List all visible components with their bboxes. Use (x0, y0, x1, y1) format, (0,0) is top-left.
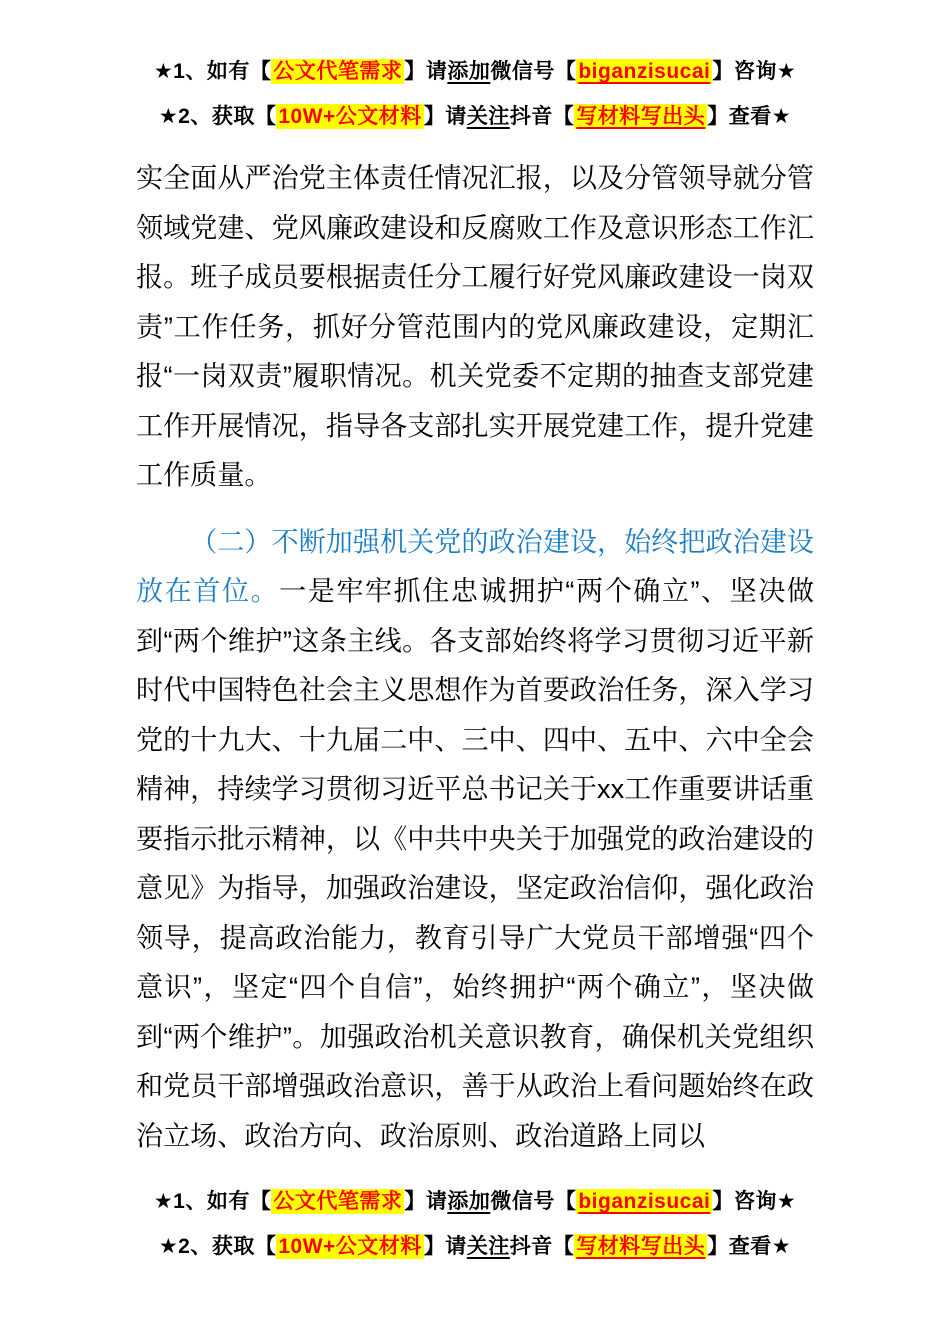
material-highlight: 10W+公文材料 (278, 1235, 422, 1258)
promo-text: 微信号【 (490, 1190, 577, 1213)
promo-text: 】查看★ (707, 105, 792, 128)
service-highlight: 公文代笔需求 (273, 1190, 403, 1213)
promo-text: 】请 (423, 105, 467, 128)
promo-text: ★2、获取【 (158, 1235, 277, 1258)
promo-header (0, 0, 950, 139)
promo-text: ★2、获取【 (158, 105, 277, 128)
promo-line-1 (0, 49, 950, 94)
service-highlight: 公文代笔需求 (273, 60, 403, 83)
promo-text: 】查看★ (707, 1235, 792, 1258)
promo-underlined-text: 添加 (447, 60, 491, 83)
promo-line-1 (0, 1179, 950, 1224)
section-2-body: 一是牢牢抓住忠诚拥护“两个确立”、坚决做到“两个维护”这条主线。各支部始终将学习贯彻习近平新时代中国特色社会主义思想作为首要政治任务，深入学习党的十九大、十九届二中、三中、四中、五中、六中全会精神，持续学习贯彻习近平总书记关于xx工作重要讲话重要指示批示精神，以《中共中央关于加强党的政治建设的意见》为指导，加强政治建设，坚定政治信仰，强化政治领导，提高政治能力，教育引导广大党员干部增强“四个意识”，坚定“四个自信”，始终拥护“两个确立”，坚决做到“两个维护”。加强政治机关意识教育，确保机关党组织和党员干部增强政治意识，善于从政治上看问题始终在政治立场、政治方向、政治原则、政治道路上同以 (136, 575, 815, 1151)
document-body (136, 153, 814, 1160)
promo-text: 】请 (404, 1190, 448, 1213)
promo-text: 】咨询★ (712, 60, 797, 83)
promo-underlined-text: 关注 (466, 105, 510, 128)
promo-text: 微信号【 (490, 60, 577, 83)
promo-text: 】请 (423, 1235, 467, 1258)
promo-text: ★1、如有【 (153, 1190, 272, 1213)
wechat-id-highlight: biganzisucai (578, 60, 711, 83)
promo-line-2 (0, 1224, 950, 1269)
promo-text: 】咨询★ (712, 1190, 797, 1213)
promo-text: ★1、如有【 (153, 60, 272, 83)
promo-text: 抖音【 (509, 105, 575, 128)
douyin-name-highlight: 写材料写出头 (576, 105, 706, 128)
promo-text: 】请 (404, 60, 448, 83)
body-paragraph-2 (136, 517, 814, 1161)
promo-footer (0, 1179, 950, 1269)
wechat-id-highlight: biganzisucai (578, 1190, 711, 1213)
promo-text: 抖音【 (509, 1235, 575, 1258)
promo-underlined-text: 添加 (447, 1190, 491, 1213)
douyin-name-highlight: 写材料写出头 (576, 1235, 706, 1258)
promo-underlined-text: 关注 (466, 1235, 510, 1258)
material-highlight: 10W+公文材料 (278, 105, 422, 128)
section-2-heading: （二）不断加强机关党的政治建设，始终把政治建设放在首位。 (136, 525, 814, 606)
body-paragraph-1: 实全面从严治党主体责任情况汇报，以及分管领导就分管领域党建、党风廉政建设和反腐败工作及意识形态工作汇报。班子成员要根据责任分工履行好党风廉政建设一岗双责”工作任务，抓好分管范围内的党风廉政建设，定期汇报“一岗双责”履职情况。机关党委不定期的抽查支部党建工作开展情况，指导各支部扎实开展党建工作，提升党建工作质量。 (136, 162, 814, 490)
promo-line-2 (0, 94, 950, 139)
